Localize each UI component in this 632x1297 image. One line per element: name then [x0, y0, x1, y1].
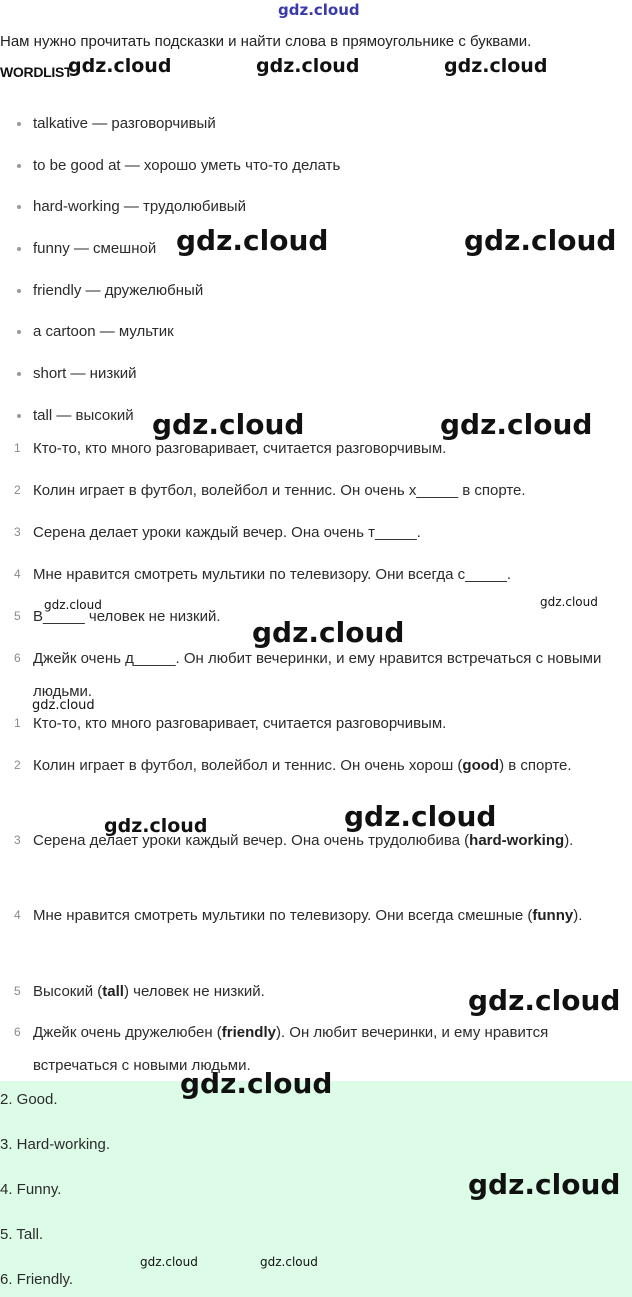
translation-item: 1 Кто-то, кто много разговаривает, считается разговорчивым. — [14, 715, 447, 732]
bullet-icon — [17, 122, 21, 126]
watermark: gdz.cloud — [444, 55, 548, 77]
watermark: gdz.cloud — [68, 55, 172, 77]
watermark: gdz.cloud — [104, 815, 208, 837]
translation-item: 4 Мне нравится смотреть мультики по телевизору. Они всегда смешные (funny). — [14, 907, 583, 924]
question-item: 3 Серена делает уроки каждый вечер. Она очень т_____. — [14, 524, 421, 541]
wordlist-title: WORDLIST — [0, 64, 73, 80]
watermark: gdz.cloud — [540, 595, 598, 609]
question-item: 5 В_____ человек не низкий. — [14, 608, 221, 625]
translation-item: 5 Высокий (tall) человек не низкий. — [14, 983, 265, 1000]
wordlist-item: to be good at — хорошо уметь что-то делать — [0, 145, 340, 187]
translation-item: 3 Серена делает уроки каждый вечер. Она очень трудолюбива (hard-working). — [14, 832, 574, 849]
wordlist-item: a cartoon — мультик — [0, 311, 340, 353]
wordlist-item: short — низкий — [0, 353, 340, 395]
watermark: gdz.cloud — [468, 1168, 621, 1201]
watermark: gdz.cloud — [464, 224, 617, 257]
watermark: gdz.cloud — [440, 408, 593, 441]
answer-item: 4. Funny. — [0, 1181, 62, 1198]
watermark: gdz.cloud — [140, 1255, 198, 1269]
watermark: gdz.cloud — [32, 698, 95, 713]
bullet-icon — [17, 205, 21, 209]
wordlist-item: friendly — дружелюбный — [0, 270, 340, 312]
translation-item: 6 Джейк очень дружелюбен (friendly). Он любит вечеринки, и ему нравится встречаться с новыми людьми. — [14, 1024, 549, 1074]
intro-text: Нам нужно прочитать подсказки и найти слова в прямоугольнике с буквами. — [0, 33, 532, 50]
wordlist — [0, 103, 340, 437]
answer-item: 3. Hard-working. — [0, 1136, 111, 1153]
watermark: gdz.cloud — [260, 1255, 318, 1269]
wordlist-item: funny — смешной — [0, 228, 340, 270]
watermark: gdz.cloud — [344, 800, 497, 833]
watermark: gdz.cloud — [176, 224, 329, 257]
watermark-top: gdz.cloud — [278, 1, 360, 19]
watermark: gdz.cloud — [180, 1067, 333, 1100]
wordlist-item: hard-working — трудолюбивый — [0, 186, 340, 228]
watermark: gdz.cloud — [44, 598, 102, 612]
wordlist-item: tall — высокий — [0, 395, 340, 437]
question-item: 6 Джейк очень д_____. Он любит вечеринки, и ему нравится встречаться с новыми людьми. — [14, 650, 602, 700]
question-item: 2 Колин играет в футбол, волейбол и теннис. Он очень х_____ в спорте. — [14, 482, 526, 499]
bullet-icon — [17, 247, 21, 251]
bullet-icon — [17, 330, 21, 334]
watermark: gdz.cloud — [152, 408, 305, 441]
bullet-icon — [17, 414, 21, 418]
translation-item: 2 Колин играет в футбол, волейбол и теннис. Он очень хорош (good) в спорте. — [14, 757, 572, 774]
watermark: gdz.cloud — [468, 984, 621, 1017]
answer-item: 2. Good. — [0, 1091, 58, 1108]
bullet-icon — [17, 164, 21, 168]
answer-item: 6. Friendly. — [0, 1271, 74, 1288]
wordlist-item: talkative — разговорчивый — [0, 103, 340, 145]
question-item: 1 Кто-то, кто много разговаривает, считается разговорчивым. — [14, 440, 447, 457]
answer-item: 5. Tall. — [0, 1226, 44, 1243]
bullet-icon — [17, 372, 21, 376]
watermark: gdz.cloud — [252, 616, 405, 649]
watermark: gdz.cloud — [256, 55, 360, 77]
bullet-icon — [17, 289, 21, 293]
question-item: 4 Мне нравится смотреть мультики по телевизору. Они всегда с_____. — [14, 566, 511, 583]
